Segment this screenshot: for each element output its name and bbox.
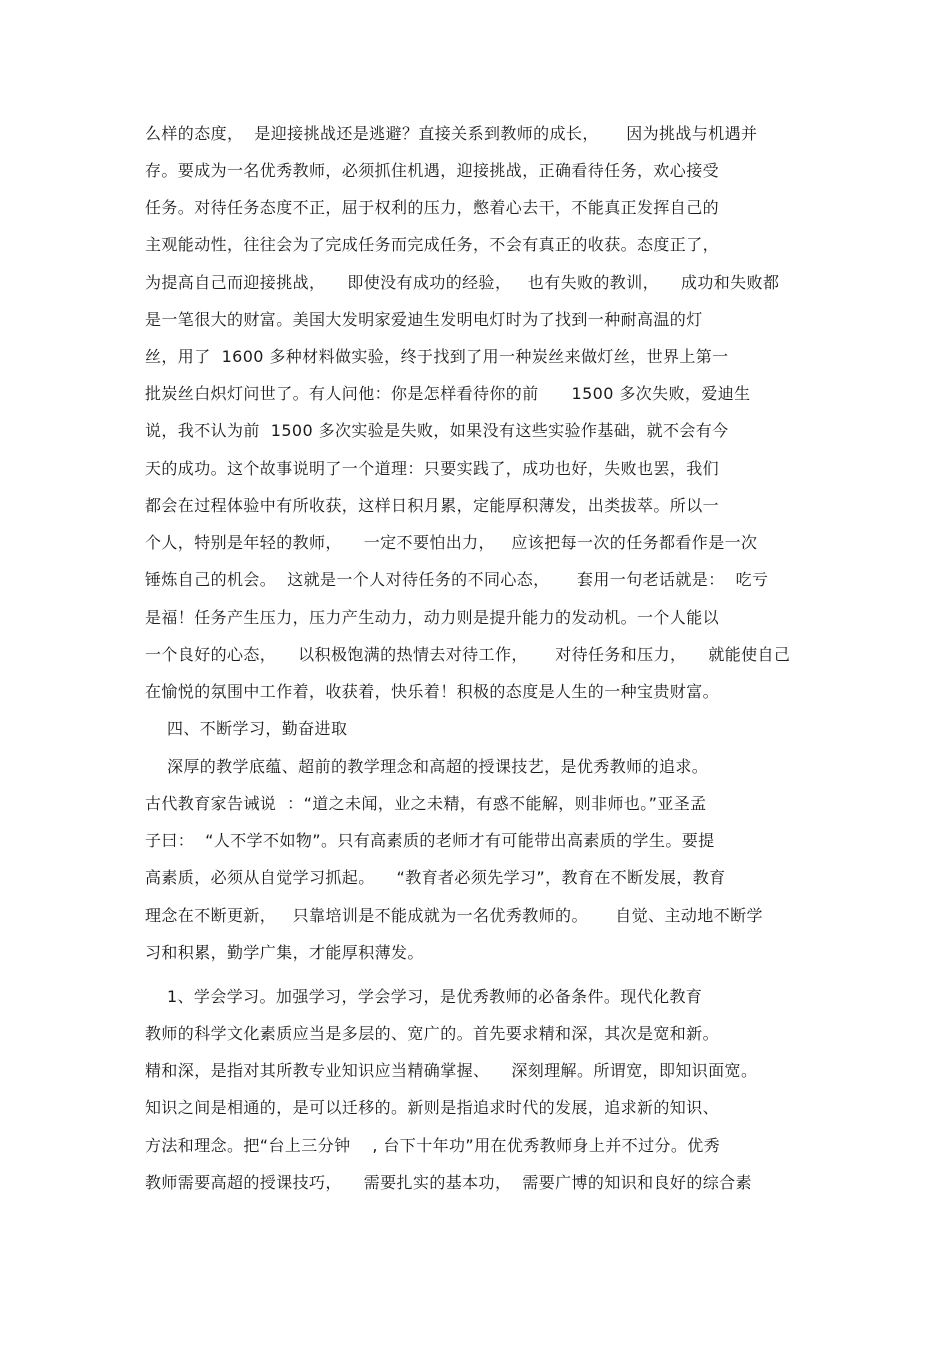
text-line: 天的成功。这个故事说明了一个道理：只要实践了，成功也好，失败也罢，我们 bbox=[145, 459, 720, 478]
text-line: 教师的科学文化素质应当是多层的、宽广的。首先要求精和深，其次是宽和新。 bbox=[145, 1024, 720, 1043]
text-line: 都会在过程体验中有所收获，这样日积月累，定能厚积薄发，出类拔萃。所以一 bbox=[145, 496, 720, 515]
text-line: 丝，用了 1600 多种材料做实验，终于找到了用一种炭丝来做灯丝，世界上第一 bbox=[145, 347, 729, 366]
text-line: 是一笔很大的财富。美国大发明家爱迪生发明电灯时为了找到一种耐高温的灯 bbox=[145, 310, 703, 329]
text-line: 高素质，必须从自觉学习抓起。 “教育者必须先学习”，教育在不断发展，教育 bbox=[145, 868, 726, 887]
text-line: 深厚的教学底蕴、超前的教学理念和高超的授课技艺，是优秀教师的追求。 bbox=[145, 757, 709, 776]
text-line: 说，我不认为前 1500 多次实验是失败，如果没有这些实验作基础，就不会有今 bbox=[145, 421, 729, 440]
text-line: 批炭丝白炽灯问世了。有人问他：你是怎样看待你的前 1500 多次失败，爱迪生 bbox=[145, 384, 751, 403]
text-line: 为提高自己而迎接挑战， 即使没有成功的经验， 也有失败的教训， 成功和失败都 bbox=[145, 273, 780, 292]
text-line: 在愉悦的氛围中工作着，收获着，快乐着！积极的态度是人生的一种宝贵财富。 bbox=[145, 682, 720, 701]
text-line: 精和深，是指对其所教专业知识应当精确掌握、 深刻理解。所谓宽，即知识面宽。 bbox=[145, 1061, 758, 1080]
text-line: 子曰： “人不学不如物”。只有高素质的老师才有可能带出高素质的学生。要提 bbox=[145, 831, 715, 850]
text-line: 个人，特别是年轻的教师， 一定不要怕出力， 应该把每一次的任务都看作是一次 bbox=[145, 533, 758, 552]
text-line: 知识之间是相通的，是可以迁移的。新则是指追求时代的发展，追求新的知识、 bbox=[145, 1098, 720, 1117]
text-line: 方法和理念。把“台上三分钟 , 台下十年功”用在优秀教师身上并不过分。优秀 bbox=[145, 1136, 721, 1155]
text-line: 任务。对待任务态度不正，屈于权利的压力，憋着心去干，不能真正发挥自己的 bbox=[145, 198, 720, 217]
text-line: 存。要成为一名优秀教师，必须抓住机遇，迎接挑战，正确看待任务，欢心接受 bbox=[145, 161, 720, 180]
text-line: 古代教育家告诫说 ：“道之未闻，业之未精，有惑不能解，则非师也。”亚圣孟 bbox=[145, 794, 707, 813]
text-line: 1、学会学习。加强学习，学会学习，是优秀教师的必备条件。现代化教育 bbox=[145, 987, 703, 1006]
text-line: 是福！任务产生压力，压力产生动力，动力则是提升能力的发动机。一个人能以 bbox=[145, 608, 720, 627]
text-line: 一个良好的心态， 以积极饱满的热情去对待工作， 对待任务和压力， 就能使自己 bbox=[145, 645, 791, 664]
text-line: 习和积累，勤学广集，才能厚积薄发。 bbox=[145, 943, 424, 962]
text-line: 主观能动性，往往会为了完成任务而完成任务，不会有真正的收获。态度正了， bbox=[145, 235, 720, 254]
section-heading: 四、不断学习，勤奋进取 bbox=[145, 719, 348, 738]
text-line: 教师需要高超的授课技巧， 需要扎实的基本功， 需要广博的知识和良好的综合素 bbox=[145, 1173, 752, 1192]
text-line: 么样的态度， 是迎接挑战还是逃避？直接关系到教师的成长， 因为挑战与机遇并 bbox=[145, 124, 758, 143]
text-line: 锤炼自己的机会。 这就是一个人对待任务的不同心态， 套用一句老话就是： 吃亏 bbox=[145, 570, 769, 589]
text-line: 理念在不断更新， 只靠培训是不能成就为一名优秀教师的。 自觉、主动地不断学 bbox=[145, 906, 763, 925]
